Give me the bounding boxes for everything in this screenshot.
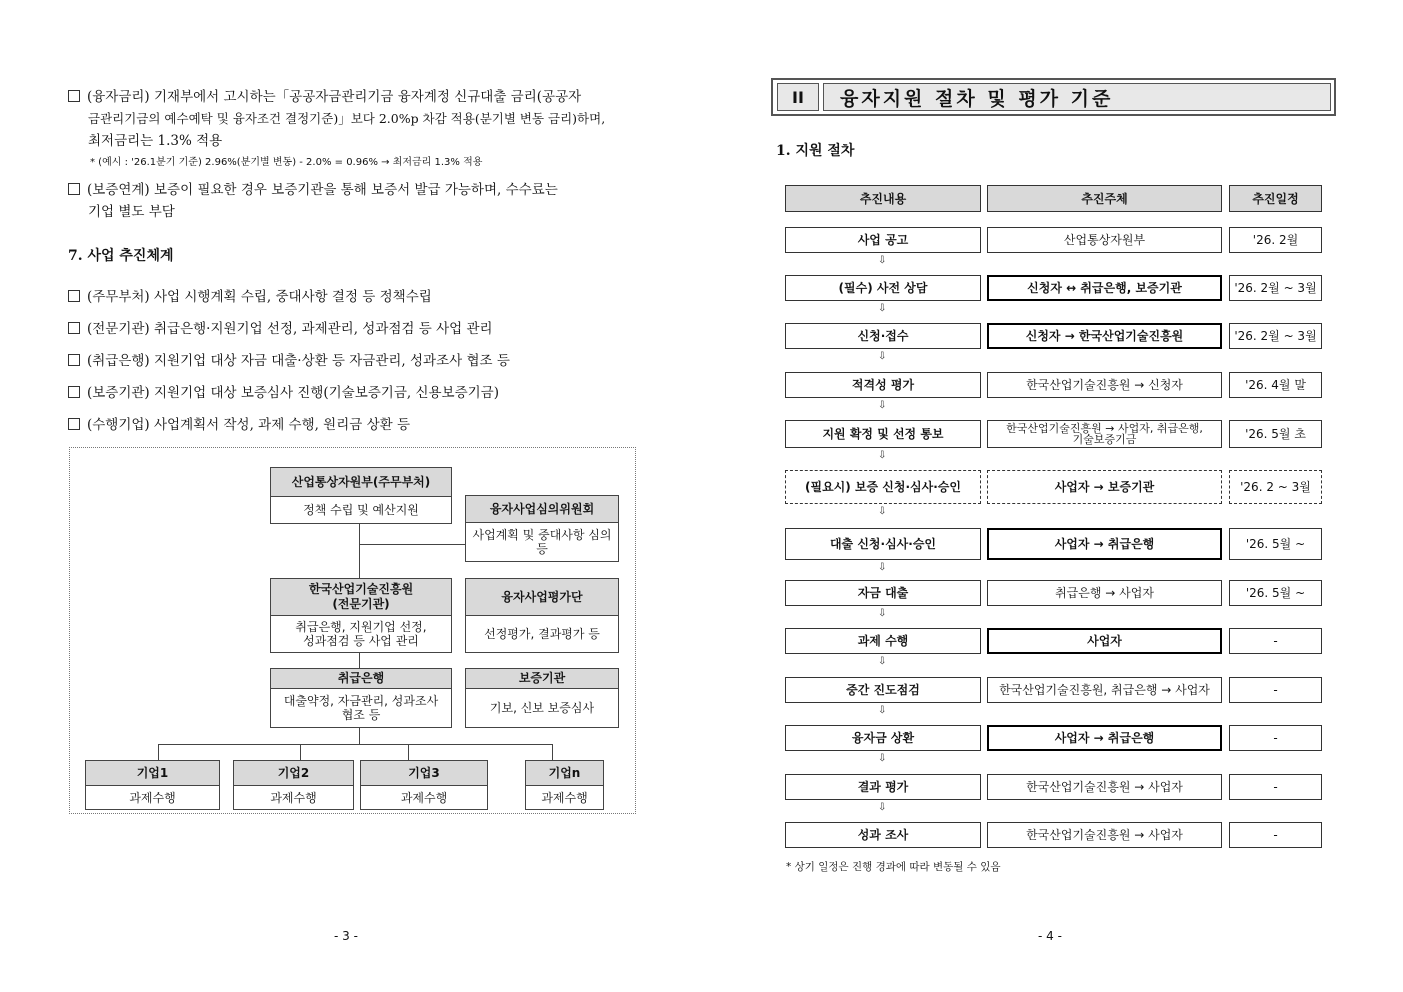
step-actor: 한국산업기술진흥원, 취급은행 → 사업자 xyxy=(987,677,1222,703)
step-actor: 사업자 xyxy=(987,628,1222,654)
page-number-right: - 4 - xyxy=(1038,929,1062,943)
step-schedule: '26. 5월 ~ xyxy=(1229,528,1322,560)
org-firm: 기업n 과제수행 xyxy=(525,760,604,810)
role-item: (수행기업) 사업계획서 작성, 과제 수행, 원리금 상환 등 xyxy=(68,414,638,436)
step-content: 융자금 상환 xyxy=(785,725,981,751)
step-content: 사업 공고 xyxy=(785,227,981,253)
checkbox-bullet-icon xyxy=(68,322,80,334)
step-content: 과제 수행 xyxy=(785,628,981,654)
down-arrow-icon: ⇩ xyxy=(878,608,887,619)
checkbox-bullet-icon xyxy=(68,418,80,430)
header-actor: 추진주체 xyxy=(987,185,1222,212)
step-content: 대출 신청·심사·승인 xyxy=(785,528,981,560)
interest-example-note: * (예시 : '26.1분기 기준) 2.96%(분기별 변동) - 2.0% = 0.96% → 최저금리 1.3% 적용 xyxy=(90,157,483,168)
step-content: 적격성 평가 xyxy=(785,372,981,398)
org-ministry: 산업통상자원부(주무부처) 정책 수립 및 예산지원 xyxy=(270,467,452,524)
header-schedule: 추진일정 xyxy=(1229,185,1322,212)
step-actor: 한국산업기술진흥원 → 신청자 xyxy=(987,372,1222,398)
bullet-interest-rate: (융자금리) 기재부에서 고시하는「공공자금관리기금 융자계정 신규대출 금리(공공자 금관리기금의 예수예탁 및 융자조건 결정기준)」보다 2.0%p 차감 적용(분기별 변동 금리)하며, 최저금리는 1.3% 적용 xyxy=(68,86,638,152)
step-actor: 취급은행 → 사업자 xyxy=(987,580,1222,606)
down-arrow-icon: ⇩ xyxy=(878,303,887,314)
step-schedule: '26. 2월 xyxy=(1229,227,1322,253)
bullet-guarantee: (보증연계) 보증이 필요한 경우 보증기관을 통해 보증서 발급 가능하며, 수수료는 기업 별도 부담 xyxy=(68,179,638,223)
step-schedule: '26. 2월 ~ 3월 xyxy=(1229,323,1322,349)
step-schedule: '26. 5월 초 xyxy=(1229,420,1322,448)
chapter-title-bar xyxy=(771,78,1336,116)
down-arrow-icon: ⇩ xyxy=(878,450,887,461)
step-actor: 한국산업기술진흥원 → 사업자 xyxy=(987,774,1222,800)
step-content: (필요시) 보증 신청·심사·승인 xyxy=(785,470,981,504)
checkbox-bullet-icon xyxy=(68,354,80,366)
section-title-1: 1. 지원 절차 xyxy=(776,143,855,159)
step-schedule: '26. 2 ~ 3월 xyxy=(1229,470,1322,504)
step-actor xyxy=(987,420,1222,448)
org-guarantor: 보증기관 기보, 신보 보증심사 xyxy=(465,668,619,728)
step-content: 자금 대출 xyxy=(785,580,981,606)
checkbox-bullet-icon xyxy=(68,183,80,195)
down-arrow-icon: ⇩ xyxy=(878,255,887,266)
step-actor: 사업자 → 보증기관 xyxy=(987,470,1222,504)
step-content: 신청·접수 xyxy=(785,323,981,349)
down-arrow-icon: ⇩ xyxy=(878,705,887,716)
header-content: 추진내용 xyxy=(785,185,981,212)
down-arrow-icon: ⇩ xyxy=(878,753,887,764)
role-item: (주무부처) 사업 시행계획 수립, 중대사항 결정 등 정책수립 xyxy=(68,286,638,308)
down-arrow-icon: ⇩ xyxy=(878,802,887,813)
down-arrow-icon: ⇩ xyxy=(878,351,887,362)
step-content: 결과 평가 xyxy=(785,774,981,800)
checkbox-bullet-icon xyxy=(68,386,80,398)
step-actor: 산업통상자원부 xyxy=(987,227,1222,253)
step-actor: 한국산업기술진흥원 → 사업자 xyxy=(987,822,1222,848)
down-arrow-icon: ⇩ xyxy=(878,400,887,411)
org-kiat: 한국산업기술진흥원 (전문기관) 취급은행, 지원기업 선정, 성과점검 등 사업 관리 xyxy=(270,578,452,653)
chapter-number: II xyxy=(777,83,819,111)
step-content: 성과 조사 xyxy=(785,822,981,848)
step-schedule: - xyxy=(1229,774,1322,800)
step-content: 지원 확정 및 선정 통보 xyxy=(785,420,981,448)
checkbox-bullet-icon xyxy=(68,290,80,302)
section-title-7: 7. 사업 추진체계 xyxy=(68,248,174,264)
role-item: (취급은행) 지원기업 대상 자금 대출·상환 등 자금관리, 성과조사 협조 등 xyxy=(68,350,638,372)
page-number-left: - 3 - xyxy=(334,929,358,943)
footnote: * 상기 일정은 진행 경과에 따라 변동될 수 있음 xyxy=(786,861,1001,873)
role-item: (보증기관) 지원기업 대상 보증심사 진행(기술보증기금, 신용보증기금) xyxy=(68,382,638,404)
org-firm: 기업1 과제수행 xyxy=(85,760,220,810)
org-chart xyxy=(69,447,636,814)
step-schedule: - xyxy=(1229,822,1322,848)
step-content: (필수) 사전 상담 xyxy=(785,275,981,301)
checkbox-bullet-icon xyxy=(68,90,80,102)
step-schedule: '26. 5월 ~ xyxy=(1229,580,1322,606)
step-content: 중간 진도점검 xyxy=(785,677,981,703)
org-committee: 융자사업심의위원회 사업계획 및 중대사항 심의 등 xyxy=(465,495,619,562)
step-actor-line: 기술보증기금 xyxy=(1072,433,1137,446)
step-schedule: - xyxy=(1229,628,1322,654)
org-bank: 취급은행 대출약정, 자금관리, 성과조사 협조 등 xyxy=(270,668,452,728)
step-actor-line: 한국산업기술진흥원 → 사업자, 취급은행, xyxy=(1006,422,1203,435)
step-schedule: - xyxy=(1229,725,1322,751)
step-actor: 신청자 → 한국산업기술진흥원 xyxy=(987,323,1222,349)
org-firm: 기업3 과제수행 xyxy=(360,760,488,810)
step-schedule: '26. 4월 말 xyxy=(1229,372,1322,398)
step-schedule: '26. 2월 ~ 3월 xyxy=(1229,275,1322,301)
step-actor: 사업자 → 취급은행 xyxy=(987,528,1222,560)
chapter-title: 융자지원 절차 및 평가 기준 xyxy=(823,83,1331,111)
step-actor: 사업자 → 취급은행 xyxy=(987,725,1222,751)
role-item: (전문기관) 취급은행·지원기업 선정, 과제관리, 성과점검 등 사업 관리 xyxy=(68,318,638,340)
org-eval-panel: 융자사업평가단 선정평가, 결과평가 등 xyxy=(465,578,619,653)
step-actor: 신청자 ↔ 취급은행, 보증기관 xyxy=(987,275,1222,301)
down-arrow-icon: ⇩ xyxy=(878,562,887,573)
down-arrow-icon: ⇩ xyxy=(878,656,887,667)
org-firm: 기업2 과제수행 xyxy=(233,760,354,810)
down-arrow-icon: ⇩ xyxy=(878,506,887,517)
step-schedule: - xyxy=(1229,677,1322,703)
